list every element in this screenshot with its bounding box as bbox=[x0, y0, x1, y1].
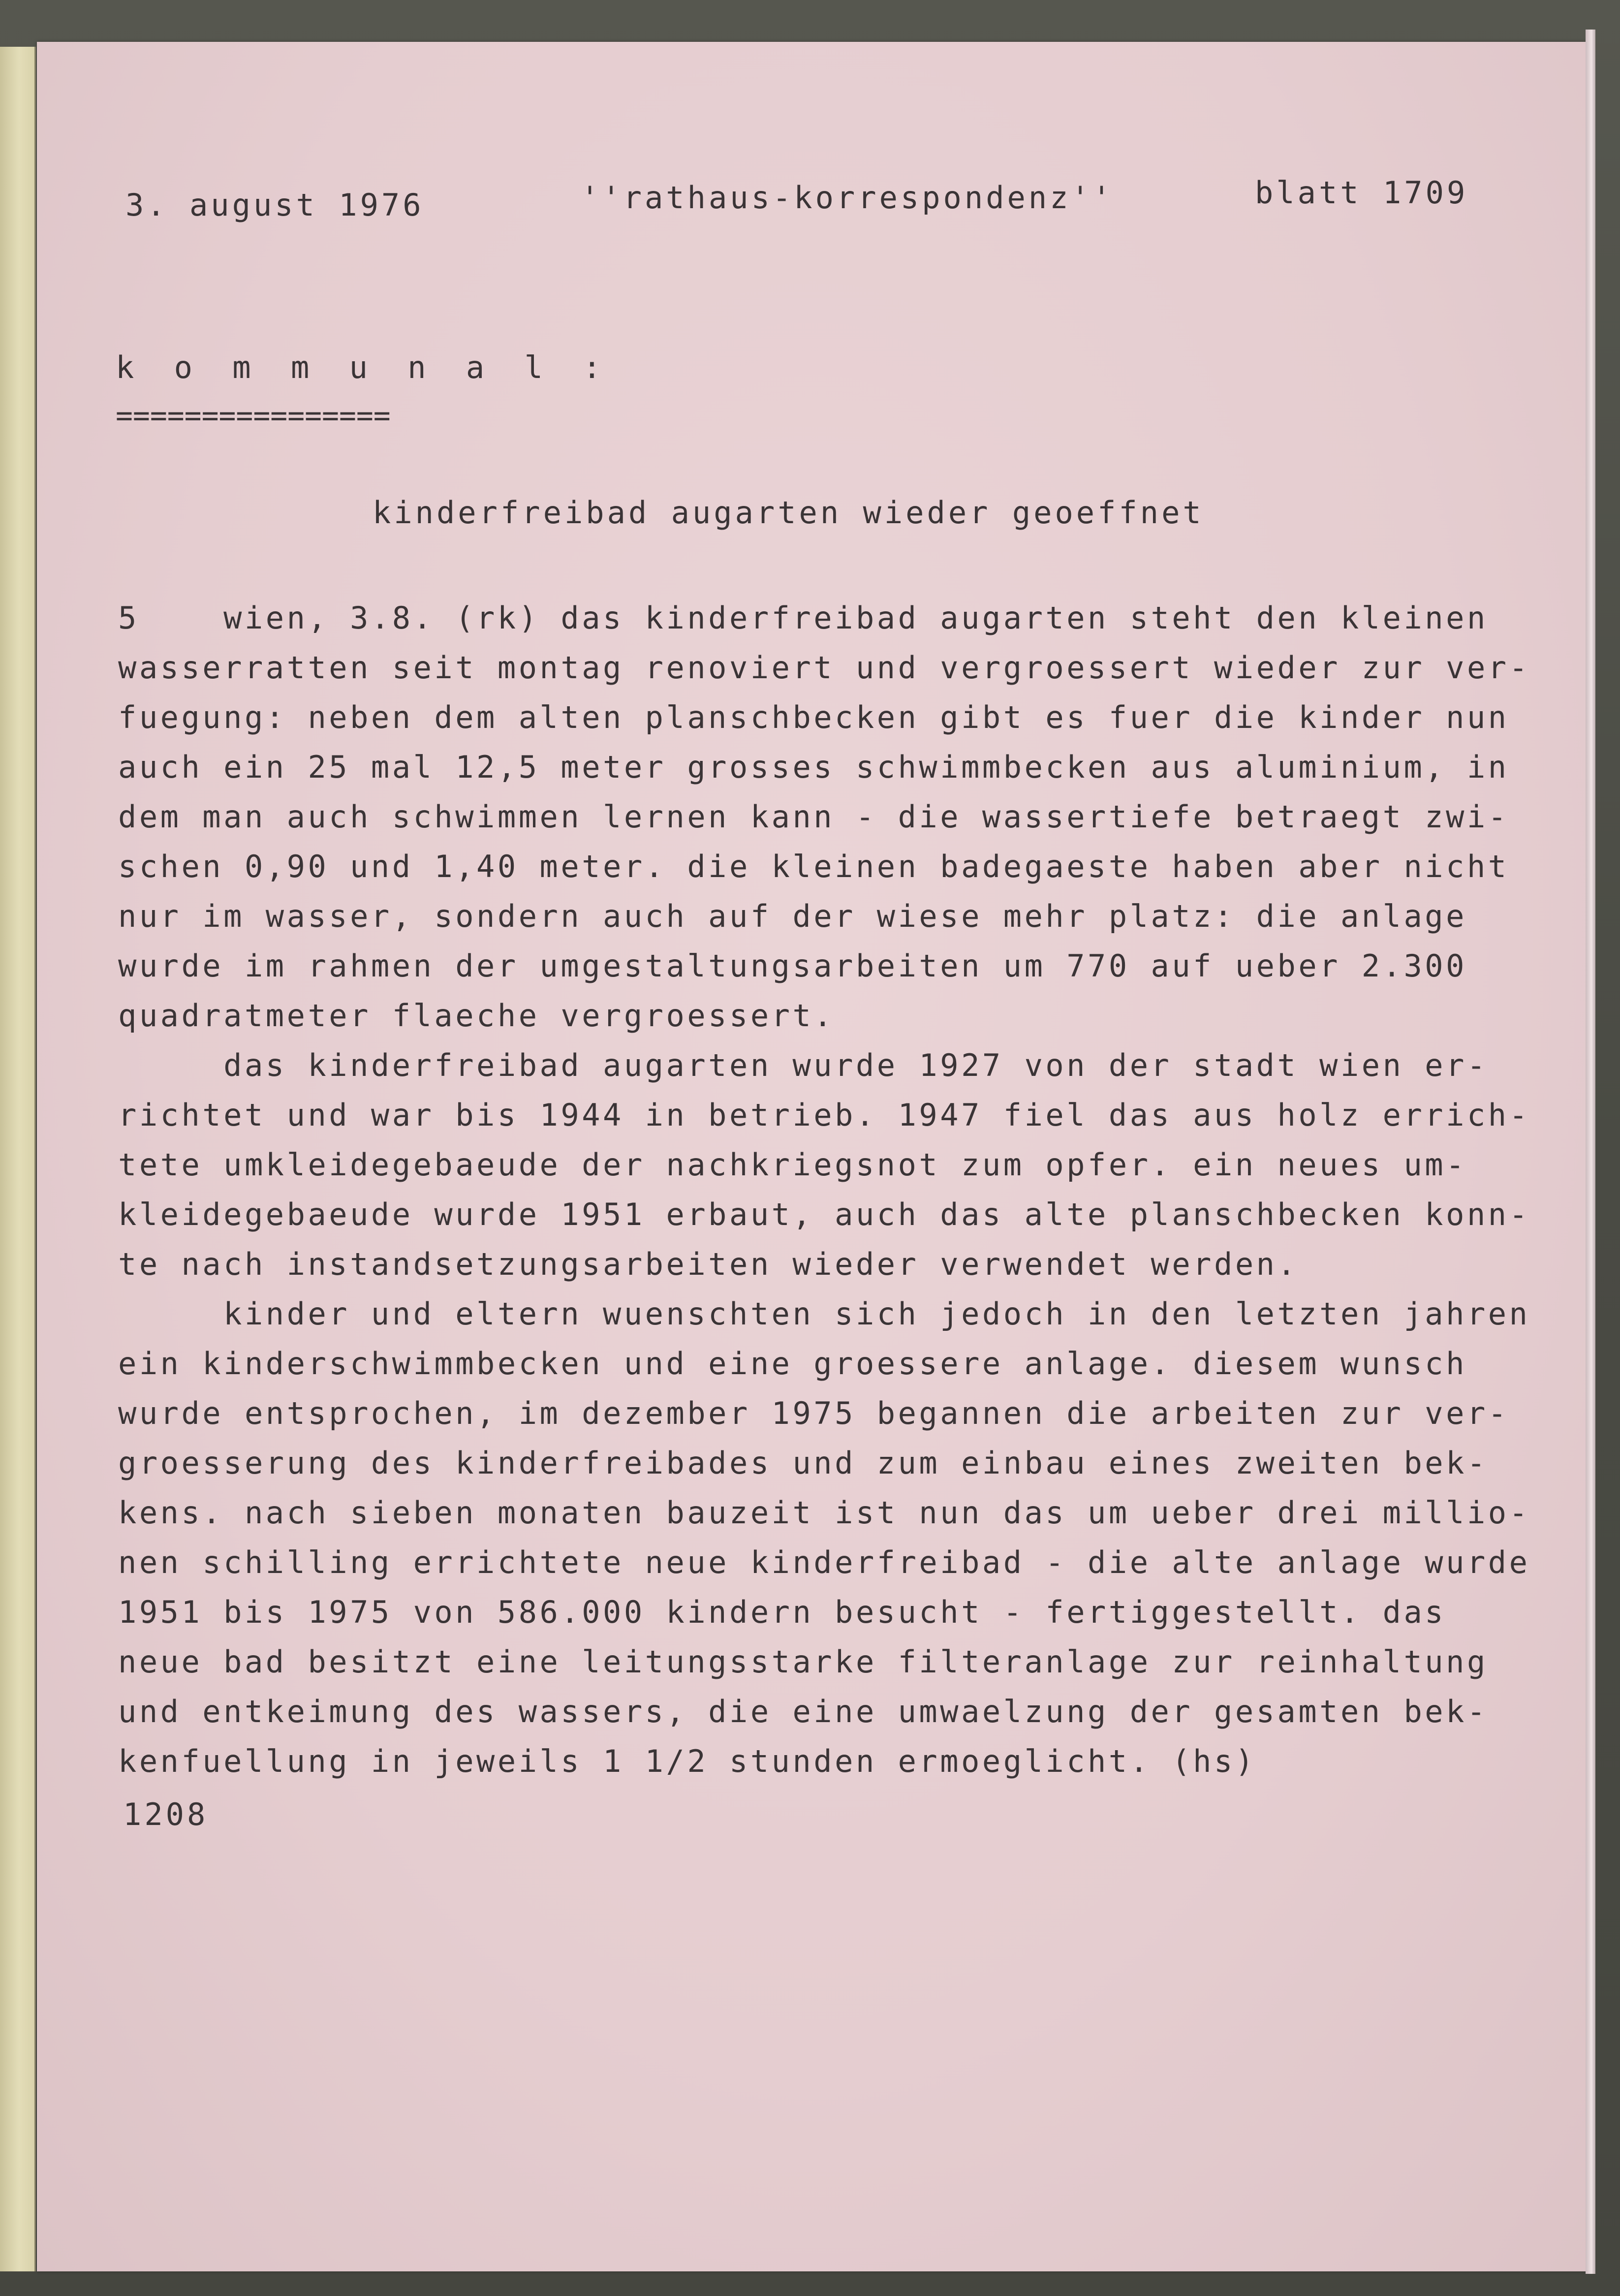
body-line: kleidegebaeude wurde 1951 erbaut, auch das alte planschbecken konn- bbox=[118, 1196, 1530, 1232]
header-sheet-number: blatt 1709 bbox=[1255, 175, 1468, 211]
article-headline: kinderfreibad augarten wieder geoeffnet bbox=[373, 495, 1204, 531]
body-line: neue bad besitzt eine leitungsstarke filteranlage zur reinhaltung bbox=[118, 1644, 1488, 1680]
body-line: tete umkleidegebaeude der nachkriegsnot zum opfer. ein neues um- bbox=[118, 1147, 1467, 1183]
body-line: und entkeimung des wassers, die eine umwaelzung der gesamten bek- bbox=[118, 1694, 1488, 1730]
body-line: nen schilling errichtete neue kinderfreibad - die alte anlage wurde bbox=[118, 1544, 1530, 1580]
header-publication: ''rathaus-korrespondenz'' bbox=[581, 180, 1114, 216]
body-line: schen 0,90 und 1,40 meter. die kleinen badegaeste haben aber nicht bbox=[118, 849, 1509, 884]
body-line: richtet und war bis 1944 in betrieb. 1947 fiel das aus holz errich- bbox=[118, 1097, 1530, 1133]
body-line: wasserratten seit montag renoviert und vergroessert wieder zur ver- bbox=[118, 650, 1530, 686]
body-line: das kinderfreibad augarten wurde 1927 von der stadt wien er- bbox=[118, 1047, 1488, 1083]
body-line: 1951 bis 1975 von 586.000 kindern besucht - fertiggestellt. das bbox=[118, 1594, 1446, 1630]
header-date: 3. august 1976 bbox=[125, 187, 424, 223]
body-line: quadratmeter flaeche vergroessert. bbox=[118, 998, 835, 1034]
body-line: kens. nach sieben monaten bauzeit ist nun das um ueber drei millio- bbox=[118, 1495, 1530, 1531]
adjacent-page-edge bbox=[0, 47, 36, 2271]
page-stack-edge bbox=[1586, 30, 1595, 2274]
body-line: kinder und eltern wuenschten sich jedoch in den letzten jahren bbox=[118, 1296, 1530, 1332]
article-body bbox=[118, 593, 1545, 1786]
body-line: wurde im rahmen der umgestaltungsarbeiten um 770 auf ueber 2.300 bbox=[118, 948, 1467, 984]
body-line: auch ein 25 mal 12,5 meter grosses schwimmbecken aus aluminium, in bbox=[118, 749, 1509, 785]
footer-number: 1208 bbox=[123, 1796, 209, 1832]
body-line: 5 wien, 3.8. (rk) das kinderfreibad augarten steht den kleinen bbox=[118, 600, 1488, 636]
body-line: nur im wasser, sondern auch auf der wiese mehr platz: die anlage bbox=[118, 898, 1467, 934]
body-line: dem man auch schwimmen lernen kann - die wassertiefe betraegt zwi- bbox=[118, 799, 1509, 835]
document-page bbox=[37, 42, 1587, 2271]
body-line: fuegung: neben dem alten planschbecken gibt es fuer die kinder nun bbox=[118, 699, 1509, 735]
body-line: ein kinderschwimmbecken und eine groessere anlage. diesem wunsch bbox=[118, 1346, 1467, 1382]
body-line: wurde entsprochen, im dezember 1975 begannen die arbeiten zur ver- bbox=[118, 1395, 1509, 1431]
body-line: groesserung des kinderfreibades und zum einbau eines zweiten bek- bbox=[118, 1445, 1488, 1481]
section-title: k o m m u n a l : bbox=[116, 349, 612, 385]
body-line: kenfuellung in jeweils 1 1/2 stunden ermoeglicht. (hs) bbox=[118, 1743, 1256, 1779]
body-line: te nach instandsetzungsarbeiten wieder verwendet werden. bbox=[118, 1246, 1299, 1282]
section-underline: ================ bbox=[116, 399, 391, 432]
